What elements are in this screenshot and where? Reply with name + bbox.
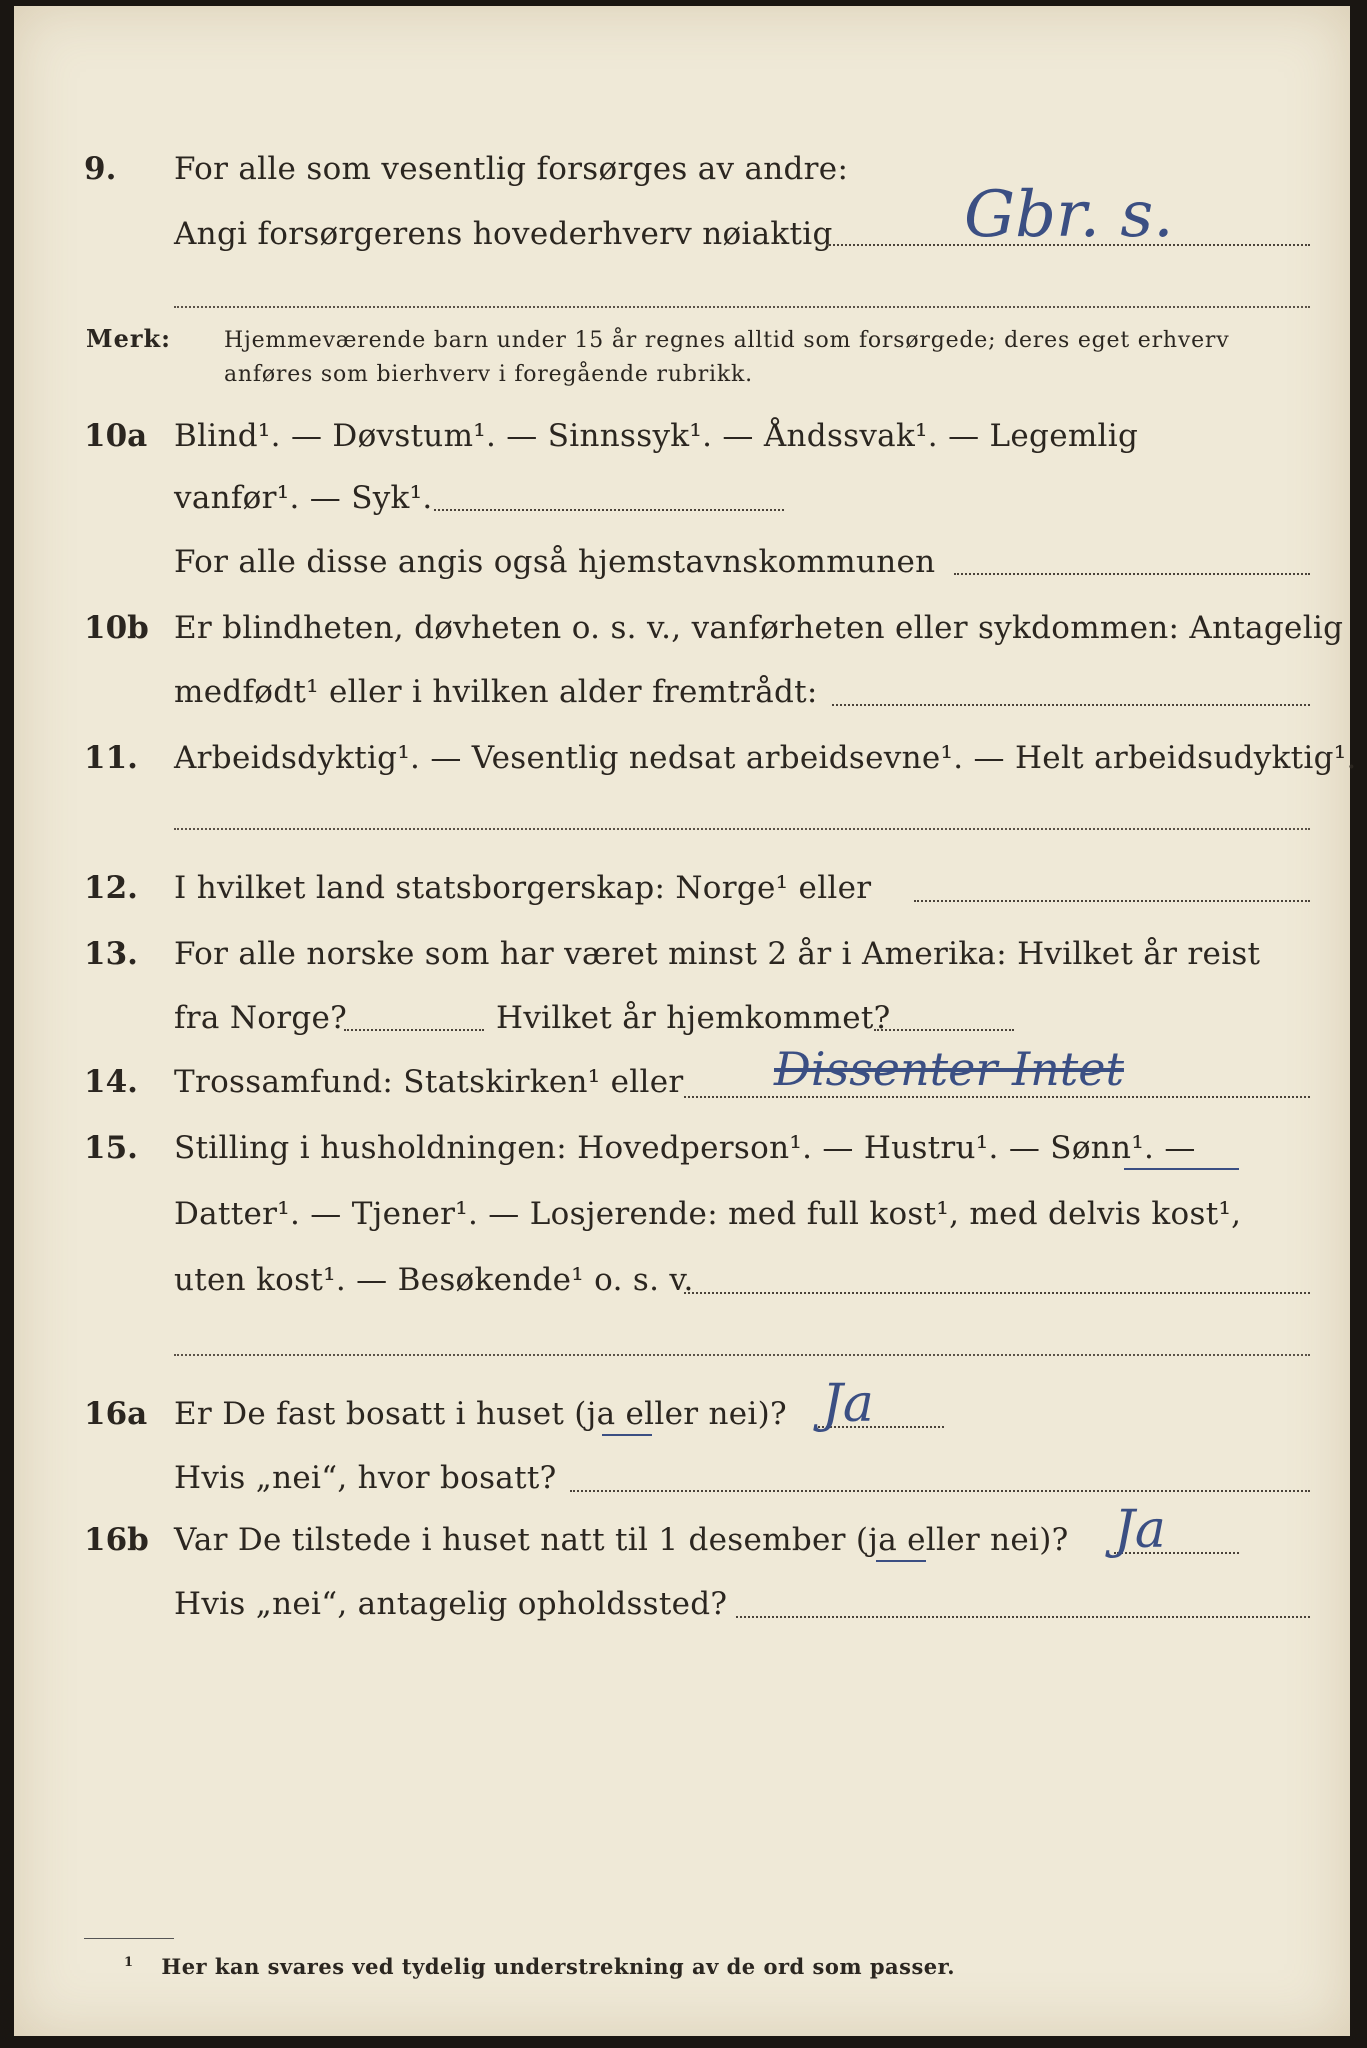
- q11-number: 11.: [84, 740, 138, 776]
- q16b-ja-underline: [876, 1560, 926, 1562]
- q13-number: 13.: [84, 936, 138, 972]
- q13-line2a: fra Norge?: [174, 1000, 348, 1036]
- merk-label: Merk:: [86, 324, 171, 353]
- q9-number: 9.: [84, 151, 117, 187]
- q10a-syk-field[interactable]: [434, 509, 784, 511]
- footnote-mark: 1: [124, 1955, 134, 1970]
- q16b-opholdssted-field[interactable]: [736, 1616, 1310, 1618]
- q14-handwritten-answer: Dissenter Intet: [774, 1042, 1124, 1096]
- q14-answer-field[interactable]: [684, 1096, 1310, 1098]
- q10a-line2: vanfør¹. — Syk¹.: [174, 480, 433, 516]
- q16a-line2: Hvis „nei“, hvor bosatt?: [174, 1460, 557, 1496]
- q10b-number: 10b: [84, 610, 149, 646]
- q16a-handwritten-answer: Ja: [822, 1374, 874, 1434]
- q12-number: 12.: [84, 870, 138, 906]
- q16a-line1: Er De fast bosatt i huset (ja eller nei)?: [174, 1396, 787, 1432]
- q13-reist-field[interactable]: [344, 1029, 484, 1031]
- q11-line1: Arbeidsdyktig¹. — Vesentlig nedsat arbeidsevne¹. — Helt arbeidsudyktig¹.: [174, 740, 1357, 776]
- q16a-bosatt-field[interactable]: [570, 1490, 1310, 1492]
- q11-answer-line[interactable]: [174, 828, 1310, 830]
- q15-line1: Stilling i husholdningen: Hovedperson¹. — Hustru¹. — Sønn¹. —: [174, 1130, 1196, 1166]
- footnote: [124, 1954, 955, 1979]
- q10a-number: 10a: [84, 418, 148, 454]
- q10a-line1: Blind¹. — Døvstum¹. — Sinnssyk¹. — Åndssvak¹. — Legemlig: [174, 418, 1139, 454]
- q9-handwritten-answer: Gbr. s.: [964, 178, 1174, 252]
- q9-answer-line2[interactable]: [174, 306, 1310, 308]
- q10b-line1: Er blindheten, døvheten o. s. v., vanførheten eller sykdommen: Antagelig: [174, 610, 1344, 646]
- q16a-ja-underline: [602, 1434, 652, 1436]
- q16b-line2: Hvis „nei“, antagelig opholdssted?: [174, 1586, 728, 1622]
- merk-line2: anføres som bierhverv i foregående rubrikk.: [224, 362, 753, 387]
- q13-line1: For alle norske som har været minst 2 år i Amerika: Hvilket år reist: [174, 936, 1261, 972]
- q10b-answer-field[interactable]: [832, 704, 1310, 706]
- census-form-page: [14, 6, 1357, 2036]
- q10a-line3: For alle disse angis også hjemstavnskommunen: [174, 544, 936, 580]
- q15-sonn-underline: [1124, 1168, 1239, 1170]
- q15-line3: uten kost¹. — Besøkende¹ o. s. v.: [174, 1262, 694, 1298]
- q9-line2: Angi forsørgerens hovederhverv nøiaktig: [174, 216, 833, 252]
- q12-line1: I hvilket land statsborgerskap: Norge¹ eller: [174, 870, 872, 906]
- q16b-number: 16b: [84, 1522, 149, 1558]
- q13-hjemkommet-field[interactable]: [874, 1029, 1014, 1031]
- q14-line1: Trossamfund: Statskirken¹ eller: [174, 1064, 684, 1100]
- q16b-line1: Var De tilstede i huset natt til 1 desember (ja eller nei)?: [174, 1522, 1069, 1558]
- q9-line1: For alle som vesentlig forsørges av andre:: [174, 151, 849, 187]
- q13-line2b: Hvilket år hjemkommet?: [496, 1000, 891, 1036]
- footnote-text: Her kan svares ved tydelig understrekning av de ord som passer.: [161, 1954, 956, 1979]
- q15-line2: Datter¹. — Tjener¹. — Losjerende: med full kost¹, med delvis kost¹,: [174, 1196, 1242, 1232]
- q16a-number: 16a: [84, 1396, 148, 1432]
- q10b-line2: medfødt¹ eller i hvilken alder fremtrådt:: [174, 674, 818, 710]
- q16b-handwritten-answer: Ja: [1114, 1500, 1166, 1560]
- q15-answer-line2[interactable]: [174, 1354, 1310, 1356]
- merk-line1: Hjemmeværende barn under 15 år regnes alltid som forsørgede; deres eget erhverv: [224, 328, 1230, 353]
- q15-answer-field[interactable]: [684, 1292, 1310, 1294]
- footnote-rule: [84, 1938, 174, 1939]
- q15-number: 15.: [84, 1130, 138, 1166]
- q10a-hjemstavn-field[interactable]: [954, 573, 1310, 575]
- q12-answer-field[interactable]: [914, 900, 1310, 902]
- q14-number: 14.: [84, 1064, 138, 1100]
